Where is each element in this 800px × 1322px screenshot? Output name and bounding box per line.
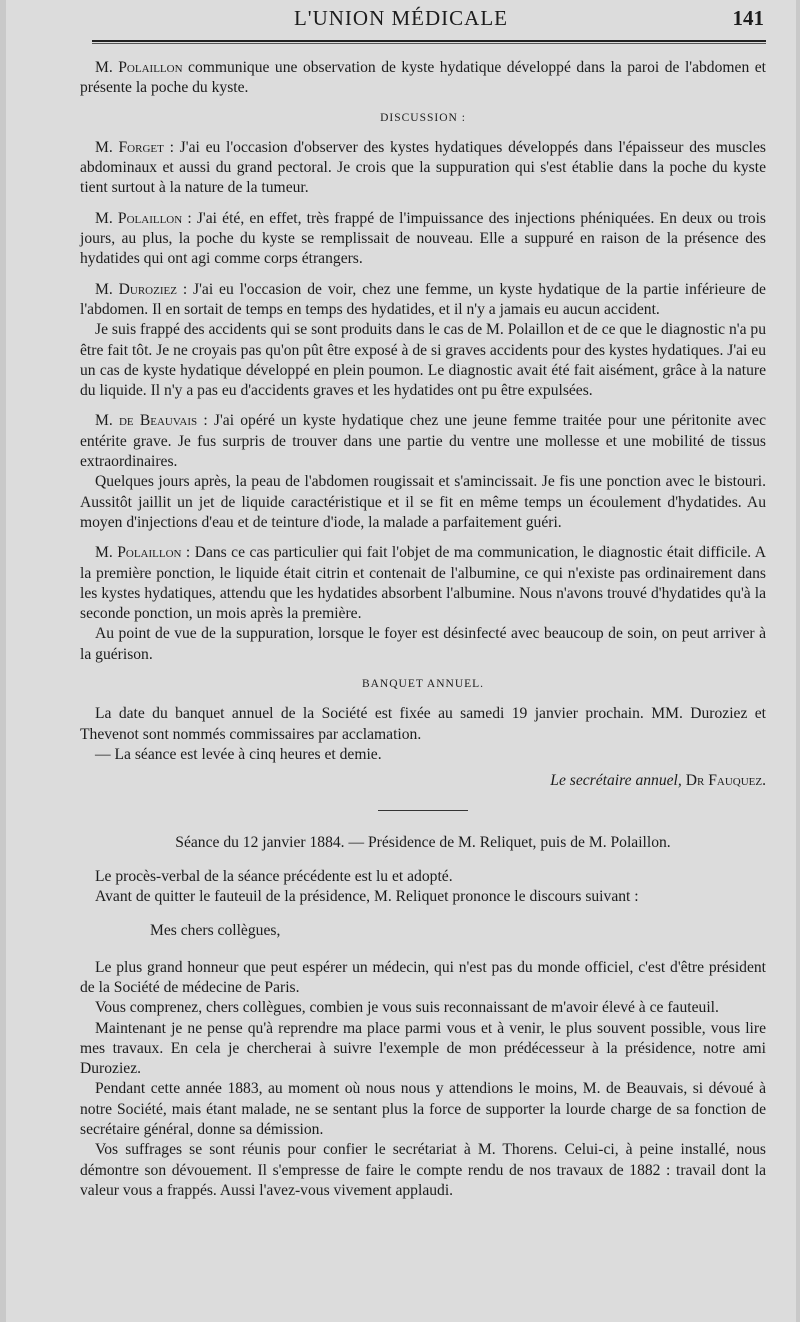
signature-name: Dr Fauquez. <box>685 772 766 790</box>
section-separator <box>378 810 468 811</box>
paragraph <box>80 58 766 99</box>
paragraph <box>80 209 766 270</box>
paragraph: — La séance est levée à cinq heures et demie. <box>95 745 382 763</box>
page-number: 141 <box>732 6 764 30</box>
article-body <box>80 58 766 1201</box>
signature-role: Le secrétaire annuel, <box>550 772 682 790</box>
page-header <box>6 4 796 34</box>
paragraph <box>80 320 766 401</box>
banquet-heading: BANQUET ANNUEL. <box>361 678 485 691</box>
paragraph-text: Quelques jours après, la peau de l'abdomen rougissait et s'amincissait. Je fis une ponction avec le bistouri. Aussitôt jaillit un jet de liquide caractéristique et il se fit en même temps un écoulement d'hydatides. Au moyen d'injections d'eau et de teinture d'iode, la malade a parfaitement guéri. <box>80 473 766 531</box>
running-title: L'UNION MÉDICALE <box>293 6 508 30</box>
paragraph-text: : J'ai eu l'occasion d'observer des kystes hydatiques développés dans l'épaisseur des muscles abdominaux et aussi du grand pectoral. Je crois que la suppuration qui s'est établie dans la poche du kyste tient surtout à la nature de la tumeur. <box>80 138 767 197</box>
paragraph: Pendant cette année 1883, au moment où nous nous y attendions le moins, M. de Beauvais, si dévoué à notre Société, mais étant malade, ne se sentant plus la force de supporter la lourde charge de sa fonction de secrétaire général, donne sa démission. <box>80 1080 766 1139</box>
session-heading: Séance du 12 janvier 1884. — Présidence de M. Reliquet, puis de M. Polaillon. <box>175 833 671 851</box>
paragraph: Vous comprenez, chers collègues, combien je vous suis reconnaissant de m'avoir élevé à ce fauteuil. <box>95 999 719 1017</box>
header-rule <box>92 40 766 44</box>
paragraph <box>80 411 766 472</box>
paragraph-text: Au point de vue de la suppuration, lorsque le foyer est désinfecté avec beaucoup de soin, on peut arriver à la guérison. <box>80 625 766 663</box>
paragraph-text: : Dans ce cas particulier qui fait l'objet de ma communication, le diagnostic était difficile. A la première ponction, le liquide était citrin et contenait de l'albumine, ce qui n'existe pas ordinairement dans les kystes hydatiques, attendu que les hydatides absorbent l'albumine. Nous n'avons trouvé d'hydatides qu'à la seconde ponction, un mois après la première. <box>80 544 767 623</box>
paragraph: Avant de quitter le fauteuil de la présidence, M. Reliquet prononce le discours suivant : <box>95 888 639 906</box>
speaker-name: M. Polaillon <box>95 209 183 227</box>
signature <box>80 771 766 791</box>
salutation: Mes chers collègues, <box>150 922 281 940</box>
speaker-name: M. Forget <box>95 138 164 156</box>
paragraph-text: Je suis frappé des accidents qui se sont produits dans le cas de M. Polaillon et de ce que le diagnostic n'a pu être fait tôt. Je ne croyais pas qu'on pût être exposé à de si graves accidents pour des kystes hydatiques. J'ai eu un cas de kyste hydatique développé en plein poumon. Le diagnostic avait été fait aisément, grâce à la nature du liquide. Il n'y a pas eu d'accidents graves et les hydatides ont pu être expulsées. <box>80 321 767 400</box>
paragraph: Maintenant je ne pense qu'à reprendre ma place parmi vous et à venir, le plus souvent possible, vous lire mes travaux. En cela je chercherai à suivre l'exemple de mon prédécesseur à la présidence, notre ami Duroziez. <box>80 1019 766 1078</box>
paragraph-text: communique une observation de kyste hydatique développé dans la paroi de l'abdomen et présente la poche du kyste. <box>80 59 766 97</box>
journal-page <box>6 0 796 1322</box>
paragraph <box>80 138 766 199</box>
paragraph-text: : J'ai opéré un kyste hydatique chez une jeune femme traitée pour une péritonite avec entérite grave. Je fus surpris de trouver dans une partie du ventre une mollesse et une mobilité de tissus extraordinaires. <box>80 412 766 471</box>
paragraph <box>80 543 766 624</box>
paragraph <box>80 472 766 533</box>
speaker-name: M. Polaillon <box>95 544 182 562</box>
discussion-heading: DISCUSSION : <box>380 111 466 124</box>
paragraph: Vos suffrages se sont réunis pour confier le secrétariat à M. Thorens. Celui-ci, à peine installé, nous démontre son dévouement. Il s'empresse de faire le compte rendu de nos travaux de 1882 : travail dont la valeur vous a frappés. Aussi l'avez-vous vivement applaudi. <box>80 1141 766 1199</box>
speaker-name: M. Polaillon <box>95 59 183 76</box>
paragraph: La date du banquet annuel de la Société est fixée au samedi 19 janvier prochain. MM. Duroziez et Thevenot sont nommés commissaires par acclamation. <box>80 705 766 743</box>
paragraph: Le procès-verbal de la séance précédente est lu et adopté. <box>95 867 453 885</box>
speaker-name: M. de Beauvais <box>95 412 198 430</box>
paragraph-text: : J'ai eu l'occasion de voir, chez une femme, un kyste hydatique de la partie inférieure de l'abdomen. Il en sortait de temps en temps des hydatides, et il n'y a jamais eu aucun accident. <box>80 280 766 318</box>
paragraph <box>80 624 766 665</box>
paragraph: Le plus grand honneur que peut espérer un médecin, qui n'est pas du monde officiel, c'est d'être président de la Société de médecine de Paris. <box>80 958 766 996</box>
speaker-name: M. Duroziez <box>95 280 177 298</box>
paragraph-text: : J'ai été, en effet, très frappé de l'impuissance des injections phéniquées. En deux ou trois jours, au plus, la poche du kyste se remplissait de nouveau. Elle a suppuré en raison de la présence des hydatides qui ont agi comme corps étrangers. <box>80 209 766 268</box>
paragraph <box>80 280 766 321</box>
